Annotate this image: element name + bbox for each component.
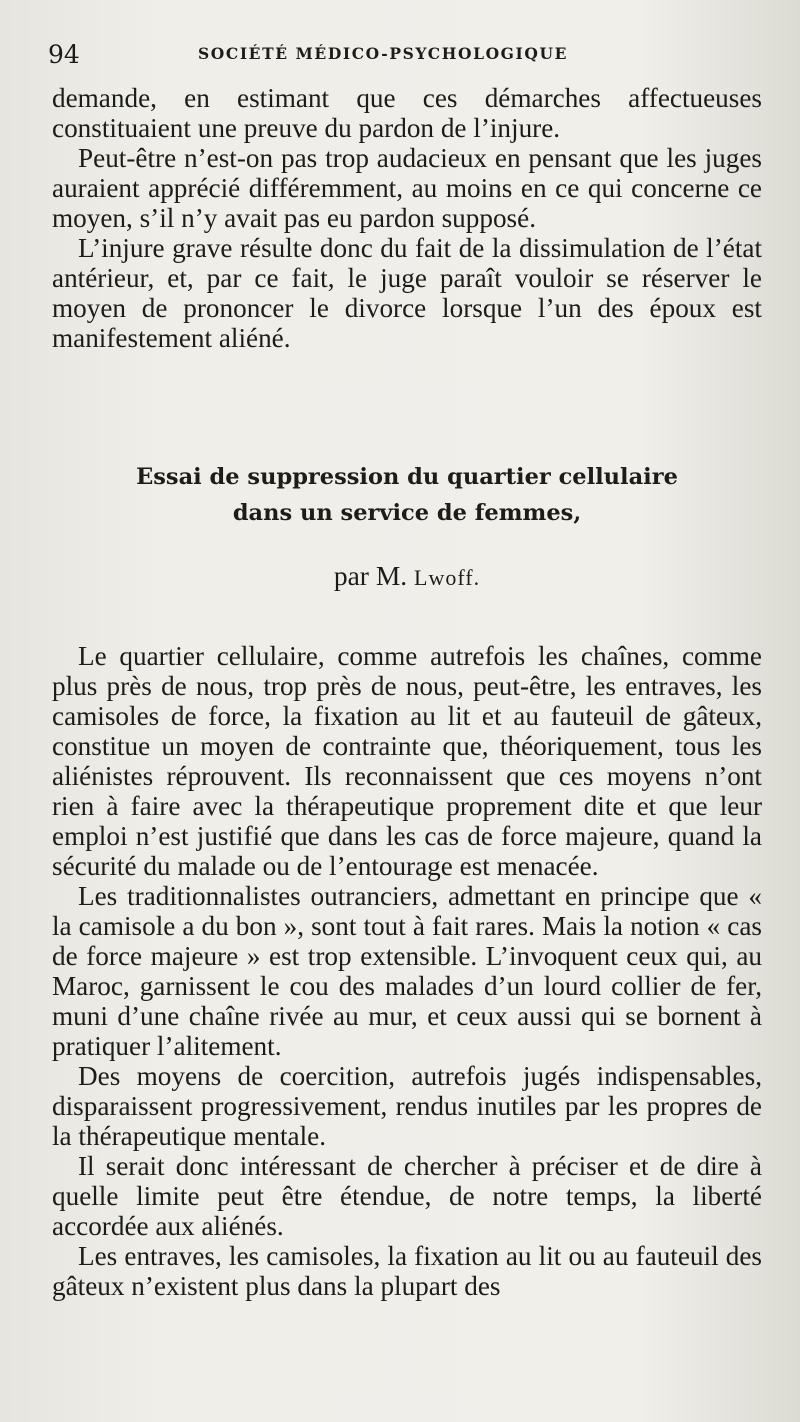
paragraph: Peut-être n’est-on pas trop audacieux en pensant que les juges auraient apprécié différemment, au moins en ce qui concerne ce moyen, s’il n’y avait pas eu pardon supposé. xyxy=(52,143,762,233)
article-body xyxy=(52,641,762,1301)
paragraph: Les traditionnalistes outranciers, admettant en principe que « la camisole a du bon », sont tout à fait rares. Mais la notion « cas de force majeure » est trop extensible. L’invoquent ceux qui, au Maroc, garnissent le cou des malades d’un lourd collier de fer, muni d’une chaîne rivée au mur, et ceux aussi qui se bornent à pratiquer l’alitement. xyxy=(52,881,762,1061)
article-byline xyxy=(52,560,762,592)
running-head: SOCIÉTÉ MÉDICO-PSYCHOLOGIQUE xyxy=(198,44,568,63)
paragraph: Il serait donc intéressant de chercher à préciser et de dire à quelle limite peut être étendue, de notre temps, la liberté accordée aux aliénés. xyxy=(52,1151,762,1241)
article-title-line-2: dans un service de femmes, xyxy=(232,500,582,526)
paragraph: L’injure grave résulte donc du fait de la dissimulation de l’état antérieur, et, par ce fait, le juge paraît vouloir se réserver le moyen de prononcer le divorce lorsque l’un des époux est manifestement aliéné. xyxy=(52,233,762,353)
byline-prefix: par M. xyxy=(333,560,408,591)
article-title-line-1: Essai de suppression du quartier cellulaire xyxy=(136,464,678,490)
author-name: Lwoff. xyxy=(414,565,481,590)
paragraph: Des moyens de coercition, autrefois jugés indispensables, disparaissent progressivement, rendus inutiles par les propres de la thérapeutique mentale. xyxy=(52,1061,762,1151)
paragraph: demande, en estimant que ces démarches affectueuses constituaient une preuve du pardon de l’injure. xyxy=(52,83,762,143)
previous-article-text xyxy=(52,83,762,353)
paragraph: Le quartier cellulaire, comme autrefois les chaînes, comme plus près de nous, trop près de nous, peut-être, les entraves, les camisoles de force, la fixation au lit et au fauteuil de gâteux, constitue un moyen de contrainte que, théoriquement, tous les aliénistes réprouvent. Ils reconnaissent que ces moyens n’ont rien à faire avec la thérapeutique proprement dite et que leur emploi n’est justifié que dans les cas de force majeure, quand la sécurité du malade ou de l’entourage est menacée. xyxy=(52,641,762,881)
paragraph: Les entraves, les camisoles, la fixation au lit ou au fauteuil des gâteux n’existent plus dans la plupart des xyxy=(52,1241,762,1301)
article-title xyxy=(52,459,762,531)
page-header xyxy=(48,40,760,74)
page-number: 94 xyxy=(48,40,80,69)
